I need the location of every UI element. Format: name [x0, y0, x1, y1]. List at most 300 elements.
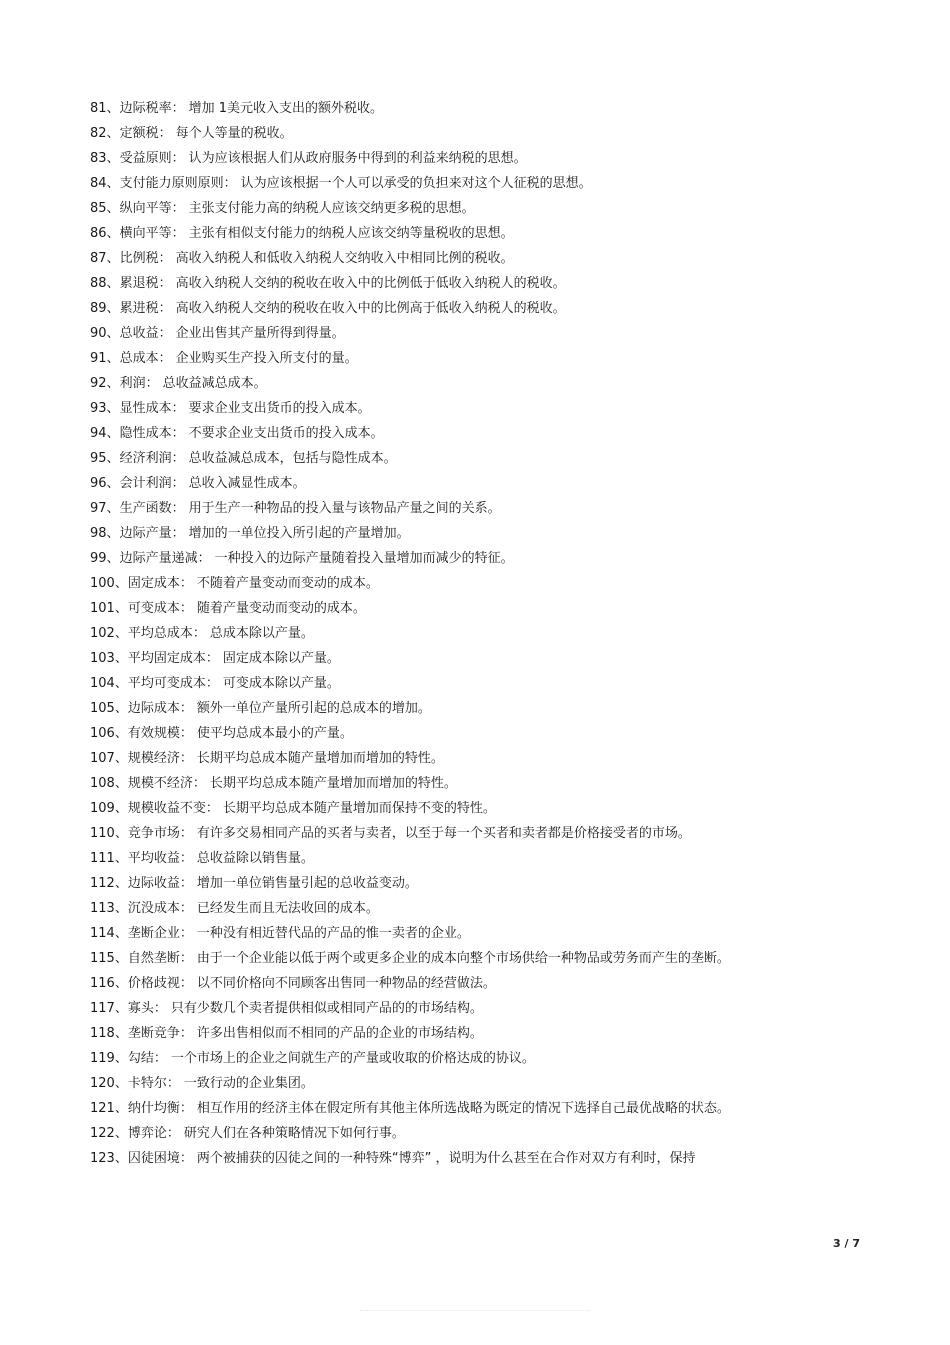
- entry-text: [128, 796, 850, 821]
- entry-definition: 要求企业支出货币的投入成本。: [188, 401, 371, 416]
- glossary-entry: [90, 971, 850, 996]
- entry-term: 受益原则: [119, 151, 172, 166]
- entry-number: 91: [90, 351, 107, 366]
- entry-number: 118: [90, 1026, 115, 1041]
- entry-definition: 长期平均总成本随产量增加而增加的特性。: [209, 776, 457, 791]
- glossary-entry: [90, 646, 850, 671]
- entry-text: [128, 621, 850, 646]
- entry-definition: 每个人等量的税收。: [175, 126, 293, 141]
- entry-text: [128, 896, 850, 921]
- entry-definition: 增加的一单位投入所引起的产量增加。: [188, 526, 410, 541]
- entry-number: 83: [90, 151, 107, 166]
- entry-separator: 、: [114, 976, 128, 991]
- glossary-entry: [90, 996, 850, 1021]
- entry-separator: 、: [114, 951, 128, 966]
- glossary-entry: [90, 496, 850, 521]
- entry-number: 105: [90, 701, 115, 716]
- entry-colon: ：: [197, 551, 211, 566]
- entry-term: 边际成本: [127, 701, 180, 716]
- entry-colon: ：: [179, 701, 193, 716]
- entry-text: [120, 396, 850, 421]
- entry-number: 100: [90, 576, 115, 591]
- entry-definition: 企业出售其产量所得到得量。: [175, 326, 345, 341]
- entry-text: [128, 1121, 850, 1146]
- entry-number: 109: [90, 801, 115, 816]
- entry-definition: 总收益减总成本，包括与隐性成本。: [188, 451, 397, 466]
- entry-separator: 、: [114, 1051, 128, 1066]
- entry-term: 平均固定成本: [127, 651, 206, 666]
- glossary-entry: [90, 146, 850, 171]
- glossary-entry: [90, 271, 850, 296]
- entry-separator: 、: [114, 601, 128, 616]
- entry-text: [128, 721, 850, 746]
- entry-colon: ：: [179, 1026, 193, 1041]
- entry-text: [128, 846, 850, 871]
- entry-text: [120, 546, 850, 571]
- entry-separator: 、: [106, 551, 120, 566]
- glossary-entry: [90, 446, 850, 471]
- glossary-entry: [90, 421, 850, 446]
- entry-separator: 、: [106, 401, 120, 416]
- entry-text: [120, 146, 850, 171]
- entry-term: 规模收益不变: [127, 801, 206, 816]
- glossary-entry: [90, 1146, 850, 1171]
- entry-text: [120, 521, 850, 546]
- entry-separator: 、: [114, 1076, 128, 1091]
- entry-separator: 、: [106, 101, 120, 116]
- entry-term: 隐性成本: [119, 426, 172, 441]
- entry-definition: 高收入纳税人和低收入纳税人交纳收入中相同比例的税收。: [175, 251, 514, 266]
- entry-separator: 、: [106, 176, 120, 191]
- glossary-entry: [90, 1071, 850, 1096]
- entry-text: [128, 771, 850, 796]
- entry-colon: ：: [223, 176, 237, 191]
- entry-text: [128, 646, 850, 671]
- entry-colon: ：: [179, 576, 193, 591]
- entry-text: [120, 246, 850, 271]
- entry-term: 有效规模: [127, 726, 180, 741]
- entry-separator: 、: [106, 351, 120, 366]
- glossary-entry: [90, 896, 850, 921]
- entry-text: [120, 96, 850, 121]
- entry-number: 107: [90, 751, 115, 766]
- glossary-list: [90, 96, 850, 1171]
- entry-term: 平均收益: [127, 851, 180, 866]
- entry-definition: 认为应该根据人们从政府服务中得到的利益来纳税的思想。: [188, 151, 527, 166]
- entry-text: [120, 271, 850, 296]
- entry-separator: 、: [114, 751, 128, 766]
- entry-text: [128, 1046, 850, 1071]
- entry-separator: 、: [114, 626, 128, 641]
- entry-number: 89: [90, 301, 107, 316]
- entry-number: 114: [90, 926, 115, 941]
- entry-separator: 、: [106, 501, 120, 516]
- entry-text: [120, 121, 850, 146]
- entry-number: 86: [90, 226, 107, 241]
- entry-text: [120, 221, 850, 246]
- entry-separator: 、: [106, 151, 120, 166]
- entry-number: 121: [90, 1101, 115, 1116]
- entry-separator: 、: [106, 201, 120, 216]
- glossary-entry: [90, 1121, 850, 1146]
- entry-term: 沉没成本: [127, 901, 180, 916]
- entry-colon: ：: [179, 951, 193, 966]
- entry-separator: 、: [114, 1151, 128, 1166]
- entry-text: [128, 1096, 850, 1121]
- entry-definition: 增加一单位销售量引起的总收益变动。: [196, 876, 418, 891]
- entry-number: 82: [90, 126, 107, 141]
- entry-separator: 、: [114, 701, 128, 716]
- entry-number: 111: [90, 851, 115, 866]
- entry-term: 平均可变成本: [127, 676, 206, 691]
- entry-colon: ：: [166, 1126, 180, 1141]
- entry-separator: 、: [114, 926, 128, 941]
- glossary-entry: [90, 521, 850, 546]
- glossary-entry: [90, 1046, 850, 1071]
- entry-colon: ：: [153, 1001, 167, 1016]
- entry-term: 横向平等: [119, 226, 172, 241]
- entry-colon: ：: [171, 201, 185, 216]
- entry-number: 94: [90, 426, 107, 441]
- entry-colon: ：: [179, 926, 193, 941]
- entry-text: [128, 746, 850, 771]
- entry-colon: ：: [166, 1076, 180, 1091]
- glossary-entry: [90, 871, 850, 896]
- entry-term: 总收益: [119, 326, 159, 341]
- entry-term: 支付能力原则原则: [119, 176, 224, 191]
- entry-separator: 、: [114, 826, 128, 841]
- entry-separator: 、: [106, 301, 120, 316]
- entry-colon: ：: [153, 1051, 167, 1066]
- glossary-entry: [90, 221, 850, 246]
- entry-colon: ：: [145, 376, 159, 391]
- entry-text: [120, 171, 850, 196]
- entry-colon: ：: [179, 1151, 193, 1166]
- entry-definition: 总成本除以产量。: [209, 626, 314, 641]
- entry-colon: ：: [192, 626, 206, 641]
- entry-text: [128, 996, 850, 1021]
- glossary-entry: [90, 596, 850, 621]
- entry-definition: 总收入减显性成本。: [188, 476, 306, 491]
- entry-number: 88: [90, 276, 107, 291]
- entry-definition: 两个被捕获的囚徒之间的一种特殊“博弈” ，说明为什么甚至在合作对双方有利时，保持: [196, 1151, 696, 1166]
- entry-colon: ：: [158, 351, 172, 366]
- entry-definition: 已经发生而且无法收回的成本。: [196, 901, 379, 916]
- entry-number: 123: [90, 1151, 115, 1166]
- entry-term: 可变成本: [127, 601, 180, 616]
- glossary-entry: [90, 471, 850, 496]
- entry-definition: 主张有相似支付能力的纳税人应该交纳等量税收的思想。: [188, 226, 514, 241]
- entry-separator: 、: [106, 451, 120, 466]
- entry-separator: 、: [114, 1126, 128, 1141]
- entry-text: [120, 421, 850, 446]
- entry-text: [128, 596, 850, 621]
- entry-definition: 认为应该根据一个人可以承受的负担来对这个人征税的思想。: [240, 176, 592, 191]
- glossary-entry: [90, 371, 850, 396]
- glossary-entry: [90, 846, 850, 871]
- entry-number: 101: [90, 601, 115, 616]
- glossary-entry: [90, 346, 850, 371]
- entry-colon: ：: [171, 426, 185, 441]
- entry-separator: 、: [106, 426, 120, 441]
- entry-text: [120, 346, 850, 371]
- entry-colon: ：: [158, 126, 172, 141]
- entry-text: [128, 1021, 850, 1046]
- glossary-entry: [90, 296, 850, 321]
- entry-number: 93: [90, 401, 107, 416]
- entry-definition: 使平均总成本最小的产量。: [196, 726, 353, 741]
- entry-text: [120, 471, 850, 496]
- entry-separator: 、: [114, 801, 128, 816]
- entry-definition: 企业购买生产投入所支付的量。: [175, 351, 358, 366]
- entry-term: 总成本: [119, 351, 159, 366]
- glossary-entry: [90, 946, 850, 971]
- entry-colon: ：: [192, 776, 206, 791]
- entry-number: 110: [90, 826, 115, 841]
- entry-definition: 一致行动的企业集团。: [183, 1076, 314, 1091]
- entry-term: 自然垄断: [127, 951, 180, 966]
- entry-text: [128, 921, 850, 946]
- entry-definition: 只有少数几个卖者提供相似或相同产品的的市场结构。: [170, 1001, 483, 1016]
- entry-definition: 长期平均总成本随产量增加而保持不变的特性。: [222, 801, 496, 816]
- entry-number: 117: [90, 1001, 115, 1016]
- entry-colon: ：: [179, 726, 193, 741]
- entry-definition: 一个市场上的企业之间就生产的产量或收取的价格达成的协议。: [170, 1051, 535, 1066]
- entry-term: 显性成本: [119, 401, 172, 416]
- entry-colon: ：: [171, 526, 185, 541]
- entry-number: 103: [90, 651, 115, 666]
- entry-text: [120, 321, 850, 346]
- entry-text: [128, 671, 850, 696]
- entry-term: 博弈论: [127, 1126, 167, 1141]
- entry-separator: 、: [114, 651, 128, 666]
- entry-number: 112: [90, 876, 115, 891]
- entry-definition: 随着产量变动而变动的成本。: [196, 601, 366, 616]
- entry-definition: 一种没有相近替代品的产品的惟一卖者的企业。: [196, 926, 470, 941]
- entry-term: 竞争市场: [127, 826, 180, 841]
- entry-number: 104: [90, 676, 115, 691]
- entry-separator: 、: [106, 276, 120, 291]
- entry-term: 纵向平等: [119, 201, 172, 216]
- entry-term: 经济利润: [119, 451, 172, 466]
- entry-number: 97: [90, 501, 107, 516]
- entry-number: 87: [90, 251, 107, 266]
- entry-term: 累进税: [119, 301, 159, 316]
- entry-colon: ：: [171, 101, 185, 116]
- entry-number: 85: [90, 201, 107, 216]
- entry-definition: 固定成本除以产量。: [222, 651, 340, 666]
- glossary-entry: [90, 96, 850, 121]
- glossary-entry: [90, 621, 850, 646]
- entry-definition: 高收入纳税人交纳的税收在收入中的比例低于低收入纳税人的税收。: [175, 276, 566, 291]
- glossary-entry: [90, 196, 850, 221]
- glossary-entry: [90, 671, 850, 696]
- glossary-entry: [90, 796, 850, 821]
- entry-term: 会计利润: [119, 476, 172, 491]
- entry-colon: ：: [171, 226, 185, 241]
- entry-definition: 用于生产一种物品的投入量与该物品产量之间的关系。: [188, 501, 501, 516]
- entry-colon: ：: [179, 976, 193, 991]
- entry-text: [120, 196, 850, 221]
- entry-text: [128, 871, 850, 896]
- glossary-entry: [90, 821, 850, 846]
- entry-term: 规模经济: [127, 751, 180, 766]
- entry-separator: 、: [106, 526, 120, 541]
- entry-colon: ：: [179, 851, 193, 866]
- entry-term: 规模不经济: [127, 776, 193, 791]
- entry-separator: 、: [114, 576, 128, 591]
- entry-definition: 有许多交易相同产品的买者与卖者，以至于每一个买者和卖者都是价格接受者的市场。: [196, 826, 691, 841]
- entry-colon: ：: [171, 476, 185, 491]
- entry-term: 比例税: [119, 251, 159, 266]
- entry-term: 边际收益: [127, 876, 180, 891]
- glossary-entry: [90, 696, 850, 721]
- entry-number: 81: [90, 101, 107, 116]
- glossary-entry: [90, 746, 850, 771]
- entry-separator: 、: [114, 1001, 128, 1016]
- entry-text: [128, 696, 850, 721]
- entry-definition: 额外一单位产量所引起的总成本的增加。: [196, 701, 431, 716]
- entry-colon: ：: [179, 751, 193, 766]
- entry-term: 边际产量递减: [119, 551, 198, 566]
- entry-number: 84: [90, 176, 107, 191]
- glossary-entry: [90, 571, 850, 596]
- entry-separator: 、: [106, 126, 120, 141]
- entry-text: [128, 821, 850, 846]
- entry-text: [128, 971, 850, 996]
- entry-separator: 、: [114, 776, 128, 791]
- entry-number: 99: [90, 551, 107, 566]
- entry-definition: 高收入纳税人交纳的税收在收入中的比例高于低收入纳税人的税收。: [175, 301, 566, 316]
- entry-number: 106: [90, 726, 115, 741]
- entry-colon: ：: [205, 801, 219, 816]
- glossary-entry: [90, 321, 850, 346]
- entry-term: 寡头: [127, 1001, 154, 1016]
- entry-text: [120, 446, 850, 471]
- entry-separator: 、: [106, 376, 120, 391]
- entry-colon: ：: [205, 676, 219, 691]
- entry-separator: 、: [114, 676, 128, 691]
- glossary-entry: [90, 921, 850, 946]
- entry-definition: 增加 1美元收入支出的额外税收。: [188, 101, 383, 116]
- entry-colon: ：: [158, 326, 172, 341]
- entry-text: [128, 571, 850, 596]
- entry-separator: 、: [106, 251, 120, 266]
- glossary-entry: [90, 1096, 850, 1121]
- entry-term: 纳什均衡: [127, 1101, 180, 1116]
- entry-definition: 不随着产量变动而变动的成本。: [196, 576, 379, 591]
- page-number: 3 / 7: [833, 1237, 860, 1250]
- entry-definition: 由于一个企业能以低于两个或更多企业的成本向整个市场供给一种物品或劳务而产生的垄断。: [196, 951, 730, 966]
- entry-text: [128, 1146, 850, 1171]
- entry-text: [120, 296, 850, 321]
- entry-text: [120, 371, 850, 396]
- entry-number: 108: [90, 776, 115, 791]
- entry-colon: ：: [171, 501, 185, 516]
- entry-colon: ：: [158, 276, 172, 291]
- entry-separator: 、: [114, 851, 128, 866]
- glossary-entry: [90, 771, 850, 796]
- entry-number: 120: [90, 1076, 115, 1091]
- entry-definition: 长期平均总成本随产量增加而增加的特性。: [196, 751, 444, 766]
- entry-separator: 、: [106, 226, 120, 241]
- entry-number: 102: [90, 626, 115, 641]
- entry-term: 价格歧视: [127, 976, 180, 991]
- entry-definition: 一种投入的边际产量随着投入量增加而减少的特征。: [214, 551, 514, 566]
- entry-definition: 相互作用的经济主体在假定所有其他主体所选战略为既定的情况下选择自己最优战略的状态。: [196, 1101, 730, 1116]
- entry-term: 固定成本: [127, 576, 180, 591]
- glossary-entry: [90, 246, 850, 271]
- entry-number: 113: [90, 901, 115, 916]
- entry-colon: ：: [158, 251, 172, 266]
- entry-separator: 、: [114, 876, 128, 891]
- entry-colon: ：: [179, 901, 193, 916]
- entry-colon: ：: [179, 876, 193, 891]
- entry-number: 95: [90, 451, 107, 466]
- glossary-entry: [90, 721, 850, 746]
- entry-colon: ：: [179, 601, 193, 616]
- entry-term: 勾结: [127, 1051, 154, 1066]
- entry-text: [120, 496, 850, 521]
- glossary-entry: [90, 546, 850, 571]
- glossary-entry: [90, 171, 850, 196]
- entry-separator: 、: [114, 901, 128, 916]
- entry-number: 98: [90, 526, 107, 541]
- entry-term: 平均总成本: [127, 626, 193, 641]
- entry-colon: ：: [171, 451, 185, 466]
- entry-definition: 许多出售相似而不相同的产品的企业的市场结构。: [196, 1026, 483, 1041]
- entry-separator: 、: [106, 476, 120, 491]
- entry-number: 90: [90, 326, 107, 341]
- entry-colon: ：: [171, 151, 185, 166]
- entry-separator: 、: [114, 1101, 128, 1116]
- entry-separator: 、: [106, 326, 120, 341]
- entry-term: 卡特尔: [127, 1076, 167, 1091]
- glossary-entry: [90, 121, 850, 146]
- entry-definition: 以不同价格向不同顾客出售同一种物品的经营做法。: [196, 976, 496, 991]
- entry-definition: 主张支付能力高的纳税人应该交纳更多税的思想。: [188, 201, 475, 216]
- entry-term: 累退税: [119, 276, 159, 291]
- entry-term: 利润: [119, 376, 146, 391]
- entry-colon: ：: [179, 826, 193, 841]
- entry-term: 垄断企业: [127, 926, 180, 941]
- footer-divider: [360, 1310, 590, 1312]
- entry-colon: ：: [179, 1101, 193, 1116]
- entry-colon: ：: [158, 301, 172, 316]
- entry-number: 115: [90, 951, 115, 966]
- entry-separator: 、: [114, 726, 128, 741]
- entry-number: 122: [90, 1126, 115, 1141]
- entry-separator: 、: [114, 1026, 128, 1041]
- entry-colon: ：: [171, 401, 185, 416]
- entry-definition: 总收益除以销售量。: [196, 851, 314, 866]
- glossary-entry: [90, 1021, 850, 1046]
- entry-number: 92: [90, 376, 107, 391]
- entry-term: 定额税: [119, 126, 159, 141]
- glossary-entry: [90, 396, 850, 421]
- entry-definition: 不要求企业支出货币的投入成本。: [188, 426, 384, 441]
- entry-colon: ：: [205, 651, 219, 666]
- entry-term: 生产函数: [119, 501, 172, 516]
- entry-number: 96: [90, 476, 107, 491]
- entry-term: 边际税率: [119, 101, 172, 116]
- entry-number: 116: [90, 976, 115, 991]
- entry-definition: 可变成本除以产量。: [222, 676, 340, 691]
- entry-number: 119: [90, 1051, 115, 1066]
- entry-term: 囚徒困境: [127, 1151, 180, 1166]
- entry-term: 边际产量: [119, 526, 172, 541]
- entry-definition: 研究人们在各种策略情况下如何行事。: [183, 1126, 405, 1141]
